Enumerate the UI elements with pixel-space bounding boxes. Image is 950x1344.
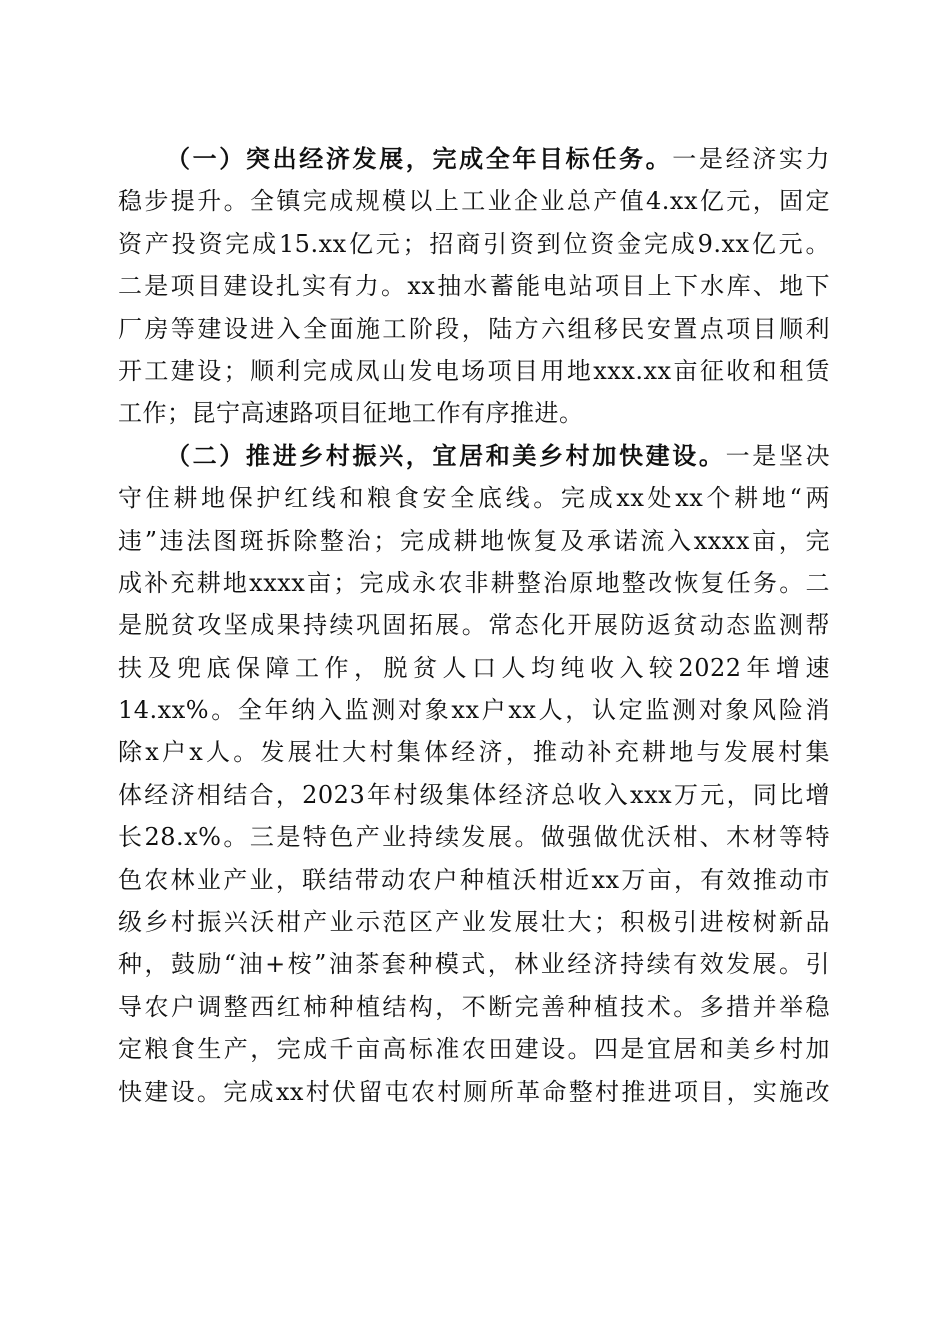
paragraph-1-heading: （一）突出经济发展，完成全年目标任务。 [166,144,673,173]
paragraph-2-line-11: 色农林业产业，联结带动农户种植沃柑近xx万亩，有效推动市 [118,865,830,894]
paragraph-1-line-1 [118,138,830,180]
paragraph-2-line-4: 成补充耕地xxxx亩；完成永农非耕整治原地整改恢复任务。二 [118,568,830,597]
paragraph-1-line-5: 厂房等建设进入全面施工阶段，陆方六组移民安置点项目顺利 [118,314,830,343]
paragraph-2-line-16: 快建设。完成xx村伏留屯农村厕所革命整村推进项目，实施改 [118,1077,830,1106]
paragraph-2-line-8: 除x户x人。发展壮大村集体经济，推动补充耕地与发展村集 [118,738,830,767]
document-body [118,138,830,1113]
paragraph-2-text: 一是坚决 [725,441,830,470]
paragraph-2-line-13: 种，鼓励“油+桉”油茶套种模式，林业经济持续有效发展。引 [118,950,830,979]
paragraph-1-text: 一是经济实力 [672,145,831,173]
paragraph-1-line-3: 资产投资完成15.xx亿元；招商引资到位资金完成9.xx亿元。 [118,229,830,258]
paragraph-2-line-14: 导农户调整西红柿种植结构，不断完善种植技术。多措并举稳 [118,992,830,1021]
paragraph-2-line-3: 违”违法图斑拆除整治；完成耕地恢复及承诺流入xxxx亩，完 [118,526,830,555]
paragraph-2-line-12: 级乡村振兴沃柑产业示范区产业发展壮大；积极引进桉树新品 [118,908,830,937]
paragraph-2-line-5: 是脱贫攻坚成果持续巩固拓展。常态化开展防返贫动态监测帮 [118,611,830,640]
paragraph-2-heading: （二）推进乡村振兴，宜居和美乡村加快建设。 [166,440,726,470]
paragraph-1-line-4: 二是项目建设扎实有力。xx抽水蓄能电站项目上下水库、地下 [118,272,830,301]
paragraph-2-line-9: 体经济相结合，2023年村级集体经济总收入xxx万元，同比增 [118,780,830,809]
paragraph-2-line-15: 定粮食生产，完成千亩高标准农田建设。四是宜居和美乡村加 [118,1035,830,1064]
paragraph-2-line-1 [118,435,830,477]
paragraph-1-line-6: 开工建设；顺利完成凤山发电场项目用地xxx.xx亩征收和租赁 [118,356,830,385]
paragraph-2-line-2: 守住耕地保护红线和粮食安全底线。完成xx处xx个耕地“两 [118,484,830,513]
paragraph-1-line-2: 稳步提升。全镇完成规模以上工业企业总产值4.xx亿元，固定 [118,187,830,216]
paragraph-2-line-10: 长28.x%。三是特色产业持续发展。做强做优沃柑、木材等特 [118,823,830,852]
paragraph-1-line-7: 工作；昆宁高速路项目征地工作有序推进。 [118,399,584,428]
paragraph-2-line-7: 14.xx%。全年纳入监测对象xx户xx人，认定监测对象风险消 [118,696,830,725]
paragraph-2-line-6: 扶及兜底保障工作，脱贫人口人均纯收入较2022年增速 [118,653,830,682]
